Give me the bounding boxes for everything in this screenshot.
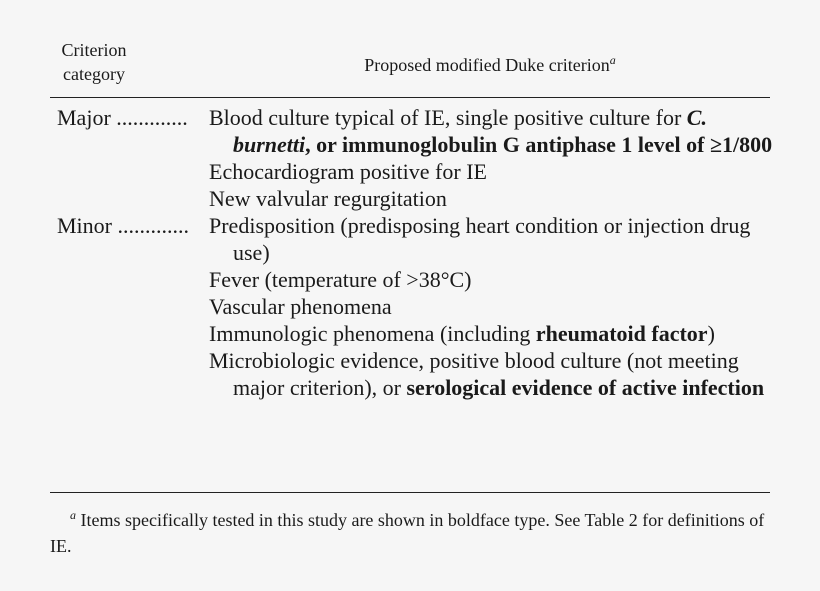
header-criterion-text: Proposed modified Duke criterion xyxy=(364,55,610,75)
minor-item4-text: Immunologic phenomena (including xyxy=(209,321,536,346)
minor-category-row xyxy=(57,212,777,401)
minor-item4-bold: rheumatoid factor xyxy=(535,321,708,346)
minor-item-fever: Fever (temperature of >38°C) xyxy=(209,267,472,292)
table-top-rule xyxy=(50,97,770,98)
minor-item5-text: Microbiologic evidence, positive blood culture (not meeting major criterion), or xyxy=(209,348,739,400)
major-item-echocardiogram: Echocardiogram positive for IE xyxy=(209,159,487,184)
header-footnote-mark: a xyxy=(609,53,616,67)
minor-item-microbiologic xyxy=(209,347,777,401)
minor-label xyxy=(57,212,209,401)
major-leader-dots: ............. xyxy=(116,105,188,130)
header-criterion-category xyxy=(50,38,138,86)
major-item-blood-culture xyxy=(209,104,777,158)
minor-item5-bold: serological evidence of active infection xyxy=(406,375,765,400)
minor-items xyxy=(209,212,777,401)
major-category-row xyxy=(57,104,777,212)
minor-item-vascular: Vascular phenomena xyxy=(209,294,392,319)
table-body xyxy=(57,104,777,401)
major-item1-text: Blood culture typical of IE, single positive culture for xyxy=(209,105,687,130)
table-bottom-rule xyxy=(50,492,770,493)
minor-item-immunologic xyxy=(209,320,777,347)
major-item1-bold: , or immunoglobulin G antiphase 1 level of ≥1/800 xyxy=(305,132,773,157)
major-label-text: Major xyxy=(57,105,111,130)
minor-item4-close: ) xyxy=(707,321,715,346)
header-category-line2: category xyxy=(63,64,125,84)
header-proposed-criterion xyxy=(210,48,770,77)
major-item1-organism: C. burnetti xyxy=(233,105,707,157)
footnote-text: Items specifically tested in this study are shown in boldface type. See Table 2 for definitions of IE. xyxy=(50,510,765,556)
minor-item-predisposition: Predisposition (predisposing heart condition or injection drug use) xyxy=(209,213,751,265)
major-label xyxy=(57,104,209,212)
footnote-mark: a xyxy=(70,508,76,522)
major-item-regurgitation: New valvular regurgitation xyxy=(209,186,447,211)
minor-leader-dots: ............. xyxy=(117,213,189,238)
major-items xyxy=(209,104,777,212)
minor-label-text: Minor xyxy=(57,213,112,238)
table-footnote xyxy=(50,502,772,559)
header-category-line1: Criterion xyxy=(61,40,127,60)
